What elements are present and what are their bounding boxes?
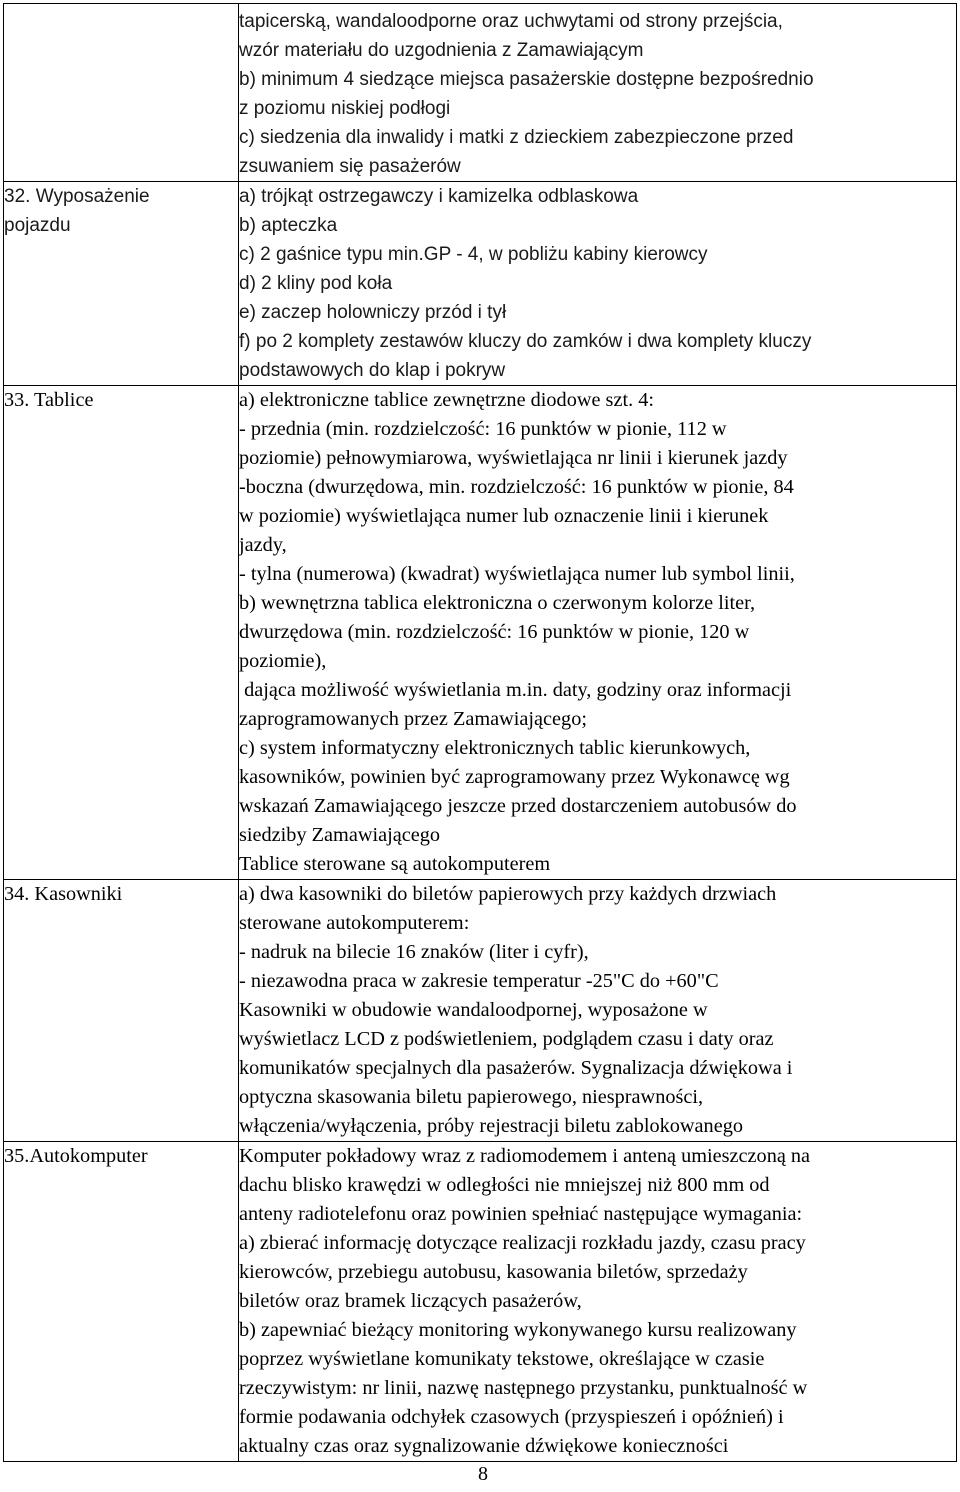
row-label-line: pojazdu — [4, 215, 71, 236]
text-line: anteny radiotelefonu oraz powinien spełniać następujące wymagania: — [239, 1203, 803, 1225]
text-line: -boczna (dwurzędowa, min. rozdzielczość: 16 punktów w pionie, 84 — [239, 476, 794, 498]
text-line: Kasowniki w obudowie wandaloodpornej, wyposażone w — [239, 999, 708, 1021]
table-row — [4, 386, 957, 880]
text-line: c) 2 gaśnice typu min.GP - 4, w pobliżu kabiny kierowcy — [239, 244, 708, 265]
row-label-line: 33. Tablice — [4, 389, 94, 411]
text-line: Tablice sterowane są autokomputerem — [239, 853, 551, 875]
text-line: biletów oraz bramek liczących pasażerów, — [239, 1290, 582, 1312]
text-line: komunikatów specjalnych dla pasażerów. Sygnalizacja dźwiękowa i — [239, 1057, 793, 1079]
text-line: a) zbierać informację dotyczące realizacji rozkładu jazdy, czasu pracy — [239, 1232, 806, 1254]
row-label-line: 32. Wyposażenie — [4, 186, 150, 207]
row-content — [239, 4, 957, 182]
text-line: dająca możliwość wyświetlania m.in. daty, godziny oraz informacji — [239, 679, 792, 701]
text-line: podstawowych do klap i pokryw — [239, 360, 506, 381]
text-line: - tylna (numerowa) (kwadrat) wyświetlająca numer lub symbol linii, — [239, 563, 795, 585]
text-line: b) zapewniać bieżący monitoring wykonywanego kursu realizowany — [239, 1319, 797, 1341]
text-line: a) dwa kasowniki do biletów papierowych przy każdych drzwiach — [239, 883, 777, 905]
text-line: b) minimum 4 siedzące miejsca pasażerskie dostępne bezpośrednio — [239, 69, 814, 90]
table-row — [4, 182, 957, 386]
text-line: aktualny czas oraz sygnalizowanie dźwiękowe konieczności — [239, 1435, 729, 1457]
specification-table — [3, 3, 957, 1462]
text-line: zsuwaniem się pasażerów — [239, 156, 461, 177]
text-line: dwurzędowa (min. rozdzielczość: 16 punktów w pionie, 120 w — [239, 621, 750, 643]
text-line: b) wewnętrzna tablica elektroniczna o czerwonym kolorze liter, — [239, 592, 756, 614]
table-row — [4, 1142, 957, 1462]
text-line: optyczna skasowania biletu papierowego, niesprawności, — [239, 1086, 704, 1108]
text-line: poziomie), — [239, 650, 327, 672]
text-line: kasowników, powinien być zaprogramowany przez Wykonawcę wg — [239, 766, 790, 788]
row-label — [4, 4, 239, 182]
text-line: sterowane autokomputerem: — [239, 912, 470, 934]
text-line: wskazań Zamawiającego jeszcze przed dostarczeniem autobusów do — [239, 795, 797, 817]
text-line: b) apteczka — [239, 215, 338, 236]
text-line: c) system informatyczny elektronicznych tablic kierunkowych, — [239, 737, 751, 759]
text-line: d) 2 kliny pod koła — [239, 273, 393, 294]
text-line: - nadruk na bilecie 16 znaków (liter i cyfr), — [239, 941, 589, 963]
text-line: wyświetlacz LCD z podświetleniem, podglądem czasu i daty oraz — [239, 1028, 774, 1050]
text-line: - przednia (min. rozdzielczość: 16 punktów w pionie, 112 w — [239, 418, 727, 440]
text-line: f) po 2 komplety zestawów kluczy do zamków i dwa komplety kluczy — [239, 331, 812, 352]
table-row — [4, 880, 957, 1142]
text-line: a) trójkąt ostrzegawczy i kamizelka odblaskowa — [239, 186, 639, 207]
text-line: - niezawodna praca w zakresie temperatur -25"C do +60"C — [239, 970, 719, 992]
text-line: zaprogramowanych przez Zamawiającego; — [239, 708, 587, 730]
text-line: w poziomie) wyświetlająca numer lub oznaczenie linii i kierunek — [239, 505, 769, 527]
row-label-line: 34. Kasowniki — [4, 883, 123, 905]
text-line: z poziomu niskiej podłogi — [239, 98, 451, 119]
table-row — [4, 4, 957, 182]
text-line: dachu blisko krawędzi w odległości nie mniejszej niż 800 mm od — [239, 1174, 770, 1196]
text-line: rzeczywistym: nr linii, nazwę następnego przystanku, punktualność w — [239, 1377, 808, 1399]
row-content — [239, 182, 957, 386]
row-label — [4, 182, 239, 386]
text-line: c) siedzenia dla inwalidy i matki z dzieckiem zabezpieczone przed — [239, 127, 794, 148]
text-line: formie podawania odchyłek czasowych (przyspieszeń i opóźnień) i — [239, 1406, 784, 1428]
text-line: tapicerską, wandaloodporne oraz uchwytami od strony przejścia, — [239, 11, 783, 32]
text-line: włączenia/wyłączenia, próby rejestracji biletu zablokowanego — [239, 1115, 743, 1137]
text-line: wzór materiału do uzgodnienia z Zamawiającym — [239, 40, 644, 61]
text-line: jazdy, — [239, 534, 287, 556]
row-content — [239, 386, 957, 880]
text-line: e) zaczep holowniczy przód i tył — [239, 302, 507, 323]
text-line: Komputer pokładowy wraz z radiomodemem i anteną umieszczoną na — [239, 1145, 811, 1167]
text-line: a) elektroniczne tablice zewnętrzne diodowe szt. 4: — [239, 389, 655, 411]
text-line: poprzez wyświetlane komunikaty tekstowe, określające w czasie — [239, 1348, 765, 1370]
text-line: poziomie) pełnowymiarowa, wyświetlająca nr linii i kierunek jazdy — [239, 447, 788, 469]
row-label — [4, 880, 239, 1142]
row-label-line: 35.Autokomputer — [4, 1145, 148, 1167]
text-line: siedziby Zamawiającego — [239, 824, 441, 846]
text-line: kierowców, przebiegu autobusu, kasowania biletów, sprzedaży — [239, 1261, 748, 1283]
row-content — [239, 1142, 957, 1462]
row-label — [4, 1142, 239, 1462]
row-label — [4, 386, 239, 880]
row-content — [239, 880, 957, 1142]
page-number: 8 — [478, 1463, 488, 1485]
